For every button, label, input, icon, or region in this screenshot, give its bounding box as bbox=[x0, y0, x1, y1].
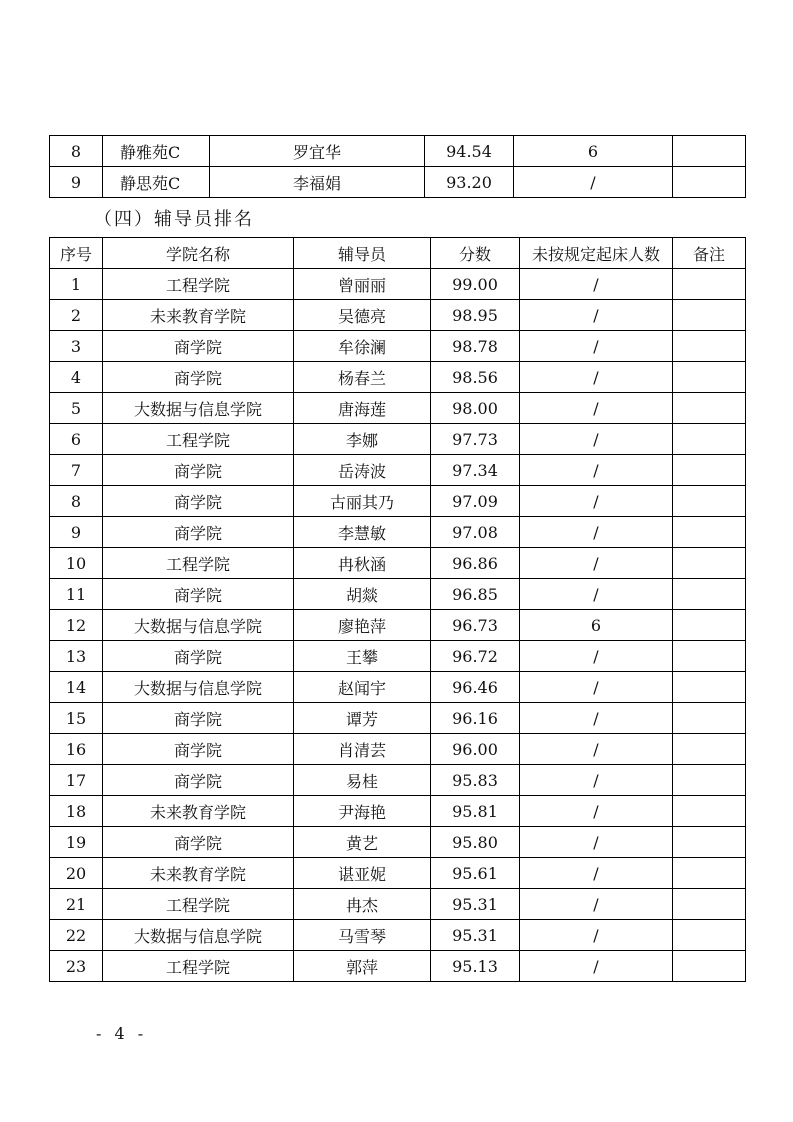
cell-count: / bbox=[520, 827, 673, 858]
cell-score: 96.86 bbox=[431, 548, 520, 579]
table-row bbox=[50, 672, 746, 703]
cell-score: 96.73 bbox=[431, 610, 520, 641]
cell-counselor: 牟徐澜 bbox=[294, 331, 431, 362]
table-row bbox=[50, 734, 746, 765]
cell-score: 98.56 bbox=[431, 362, 520, 393]
cell-person: 罗宜华 bbox=[210, 136, 425, 167]
cell-college: 商学院 bbox=[103, 455, 294, 486]
cell-seq: 15 bbox=[50, 703, 103, 734]
cell-note bbox=[673, 827, 746, 858]
cell-counselor: 冉秋涵 bbox=[294, 548, 431, 579]
cell-college: 商学院 bbox=[103, 641, 294, 672]
cell-college: 工程学院 bbox=[103, 424, 294, 455]
cell-college: 工程学院 bbox=[103, 548, 294, 579]
cell-score: 96.85 bbox=[431, 579, 520, 610]
table-row bbox=[50, 136, 746, 167]
table-row bbox=[50, 579, 746, 610]
cell-score: 98.78 bbox=[431, 331, 520, 362]
cell-seq: 1 bbox=[50, 269, 103, 300]
header-note: 备注 bbox=[673, 238, 746, 269]
cell-score: 99.00 bbox=[431, 269, 520, 300]
header-college: 学院名称 bbox=[103, 238, 294, 269]
cell-count: 6 bbox=[514, 136, 673, 167]
table-row bbox=[50, 486, 746, 517]
cell-college: 工程学院 bbox=[103, 889, 294, 920]
cell-score: 95.31 bbox=[431, 920, 520, 951]
cell-seq: 9 bbox=[50, 517, 103, 548]
cell-note bbox=[673, 641, 746, 672]
cell-college: 大数据与信息学院 bbox=[103, 920, 294, 951]
cell-college: 大数据与信息学院 bbox=[103, 672, 294, 703]
cell-count: / bbox=[520, 858, 673, 889]
table-row bbox=[50, 393, 746, 424]
cell-score: 95.83 bbox=[431, 765, 520, 796]
cell-note bbox=[673, 136, 746, 167]
cell-count: / bbox=[520, 734, 673, 765]
table-row bbox=[50, 765, 746, 796]
table-row bbox=[50, 269, 746, 300]
table-row bbox=[50, 517, 746, 548]
cell-score: 95.61 bbox=[431, 858, 520, 889]
cell-note bbox=[673, 362, 746, 393]
cell-counselor: 曾丽丽 bbox=[294, 269, 431, 300]
cell-college: 大数据与信息学院 bbox=[103, 393, 294, 424]
cell-count: / bbox=[520, 269, 673, 300]
cell-counselor: 尹海艳 bbox=[294, 796, 431, 827]
header-score: 分数 bbox=[431, 238, 520, 269]
cell-counselor: 胡燚 bbox=[294, 579, 431, 610]
cell-count: / bbox=[520, 765, 673, 796]
cell-seq: 17 bbox=[50, 765, 103, 796]
table-row bbox=[50, 703, 746, 734]
cell-counselor: 杨春兰 bbox=[294, 362, 431, 393]
table-row bbox=[50, 167, 746, 198]
cell-counselor: 肖清芸 bbox=[294, 734, 431, 765]
cell-count: / bbox=[520, 486, 673, 517]
cell-note bbox=[673, 858, 746, 889]
cell-count: / bbox=[520, 455, 673, 486]
cell-score: 96.00 bbox=[431, 734, 520, 765]
cell-score: 95.80 bbox=[431, 827, 520, 858]
cell-count: / bbox=[520, 951, 673, 982]
table-header-row bbox=[50, 238, 746, 269]
cell-seq: 11 bbox=[50, 579, 103, 610]
cell-name: 静雅苑C bbox=[103, 136, 210, 167]
main-table-body bbox=[50, 269, 746, 982]
table-row bbox=[50, 858, 746, 889]
cell-counselor: 李慧敏 bbox=[294, 517, 431, 548]
cell-seq: 8 bbox=[50, 486, 103, 517]
table-row bbox=[50, 641, 746, 672]
cell-count: 6 bbox=[520, 610, 673, 641]
cell-score: 93.20 bbox=[425, 167, 514, 198]
cell-counselor: 岳涛波 bbox=[294, 455, 431, 486]
table-row bbox=[50, 548, 746, 579]
cell-score: 98.95 bbox=[431, 300, 520, 331]
cell-counselor: 李娜 bbox=[294, 424, 431, 455]
cell-counselor: 唐海莲 bbox=[294, 393, 431, 424]
cell-college: 商学院 bbox=[103, 517, 294, 548]
cell-counselor: 王攀 bbox=[294, 641, 431, 672]
cell-college: 商学院 bbox=[103, 765, 294, 796]
table-row bbox=[50, 610, 746, 641]
cell-note bbox=[673, 486, 746, 517]
cell-seq: 20 bbox=[50, 858, 103, 889]
cell-note bbox=[673, 889, 746, 920]
cell-seq: 12 bbox=[50, 610, 103, 641]
cell-note bbox=[673, 796, 746, 827]
cell-note bbox=[673, 300, 746, 331]
cell-note bbox=[673, 734, 746, 765]
cell-counselor: 谌亚妮 bbox=[294, 858, 431, 889]
table-row bbox=[50, 796, 746, 827]
cell-counselor: 赵闻宇 bbox=[294, 672, 431, 703]
counselor-ranking-table bbox=[49, 237, 746, 982]
cell-college: 商学院 bbox=[103, 827, 294, 858]
cell-seq: 22 bbox=[50, 920, 103, 951]
cell-score: 97.09 bbox=[431, 486, 520, 517]
cell-seq: 9 bbox=[50, 167, 103, 198]
cell-note bbox=[673, 167, 746, 198]
cell-counselor: 冉杰 bbox=[294, 889, 431, 920]
cell-seq: 18 bbox=[50, 796, 103, 827]
cell-seq: 10 bbox=[50, 548, 103, 579]
table-row bbox=[50, 300, 746, 331]
cell-seq: 6 bbox=[50, 424, 103, 455]
cell-college: 商学院 bbox=[103, 734, 294, 765]
cell-seq: 4 bbox=[50, 362, 103, 393]
cell-score: 96.46 bbox=[431, 672, 520, 703]
cell-note bbox=[673, 517, 746, 548]
table-row bbox=[50, 362, 746, 393]
cell-score: 95.13 bbox=[431, 951, 520, 982]
page-number: - 4 - bbox=[96, 1024, 148, 1043]
cell-college: 工程学院 bbox=[103, 269, 294, 300]
cell-seq: 3 bbox=[50, 331, 103, 362]
cell-college: 大数据与信息学院 bbox=[103, 610, 294, 641]
cell-note bbox=[673, 579, 746, 610]
cell-count: / bbox=[514, 167, 673, 198]
cell-score: 97.08 bbox=[431, 517, 520, 548]
cell-counselor: 马雪琴 bbox=[294, 920, 431, 951]
cell-count: / bbox=[520, 548, 673, 579]
cell-note bbox=[673, 269, 746, 300]
cell-person: 李福娟 bbox=[210, 167, 425, 198]
cell-college: 商学院 bbox=[103, 331, 294, 362]
cell-counselor: 吴德亮 bbox=[294, 300, 431, 331]
cell-counselor: 黄艺 bbox=[294, 827, 431, 858]
cell-count: / bbox=[520, 920, 673, 951]
cell-seq: 13 bbox=[50, 641, 103, 672]
cell-score: 97.34 bbox=[431, 455, 520, 486]
cell-score: 94.54 bbox=[425, 136, 514, 167]
cell-name: 静思苑C bbox=[103, 167, 210, 198]
section-heading: （四）辅导员排名 bbox=[94, 209, 254, 230]
cell-seq: 21 bbox=[50, 889, 103, 920]
cell-count: / bbox=[520, 331, 673, 362]
cell-college: 商学院 bbox=[103, 579, 294, 610]
cell-count: / bbox=[520, 889, 673, 920]
table-row bbox=[50, 920, 746, 951]
cell-note bbox=[673, 703, 746, 734]
cell-note bbox=[673, 548, 746, 579]
table-row bbox=[50, 424, 746, 455]
cell-counselor: 古丽其乃 bbox=[294, 486, 431, 517]
cell-score: 96.16 bbox=[431, 703, 520, 734]
cell-score: 97.73 bbox=[431, 424, 520, 455]
cell-count: / bbox=[520, 796, 673, 827]
cell-note bbox=[673, 424, 746, 455]
cell-score: 95.81 bbox=[431, 796, 520, 827]
table-row bbox=[50, 455, 746, 486]
cell-college: 未来教育学院 bbox=[103, 300, 294, 331]
cell-seq: 5 bbox=[50, 393, 103, 424]
cell-note bbox=[673, 672, 746, 703]
table-row bbox=[50, 331, 746, 362]
cell-count: / bbox=[520, 579, 673, 610]
cell-seq: 8 bbox=[50, 136, 103, 167]
cell-college: 商学院 bbox=[103, 703, 294, 734]
table-row bbox=[50, 951, 746, 982]
cell-college: 商学院 bbox=[103, 362, 294, 393]
cell-score: 95.31 bbox=[431, 889, 520, 920]
cell-seq: 16 bbox=[50, 734, 103, 765]
cell-note bbox=[673, 455, 746, 486]
cell-counselor: 郭萍 bbox=[294, 951, 431, 982]
cell-count: / bbox=[520, 641, 673, 672]
cell-counselor: 廖艳萍 bbox=[294, 610, 431, 641]
top-table-body bbox=[50, 136, 746, 198]
cell-seq: 14 bbox=[50, 672, 103, 703]
header-count: 未按规定起床人数 bbox=[520, 238, 673, 269]
cell-college: 未来教育学院 bbox=[103, 858, 294, 889]
cell-count: / bbox=[520, 517, 673, 548]
cell-counselor: 易桂 bbox=[294, 765, 431, 796]
cell-score: 98.00 bbox=[431, 393, 520, 424]
cell-college: 工程学院 bbox=[103, 951, 294, 982]
cell-seq: 23 bbox=[50, 951, 103, 982]
cell-note bbox=[673, 951, 746, 982]
cell-note bbox=[673, 920, 746, 951]
cell-count: / bbox=[520, 703, 673, 734]
cell-count: / bbox=[520, 424, 673, 455]
cell-seq: 2 bbox=[50, 300, 103, 331]
cell-seq: 19 bbox=[50, 827, 103, 858]
cell-count: / bbox=[520, 393, 673, 424]
table-row bbox=[50, 889, 746, 920]
cell-score: 96.72 bbox=[431, 641, 520, 672]
cell-college: 未来教育学院 bbox=[103, 796, 294, 827]
dormitory-ranking-table-continued bbox=[49, 135, 746, 198]
table-row bbox=[50, 827, 746, 858]
cell-seq: 7 bbox=[50, 455, 103, 486]
cell-note bbox=[673, 393, 746, 424]
cell-note bbox=[673, 331, 746, 362]
cell-count: / bbox=[520, 300, 673, 331]
cell-counselor: 谭芳 bbox=[294, 703, 431, 734]
cell-count: / bbox=[520, 362, 673, 393]
cell-college: 商学院 bbox=[103, 486, 294, 517]
cell-note bbox=[673, 610, 746, 641]
cell-count: / bbox=[520, 672, 673, 703]
header-counselor: 辅导员 bbox=[294, 238, 431, 269]
cell-note bbox=[673, 765, 746, 796]
header-seq: 序号 bbox=[50, 238, 103, 269]
